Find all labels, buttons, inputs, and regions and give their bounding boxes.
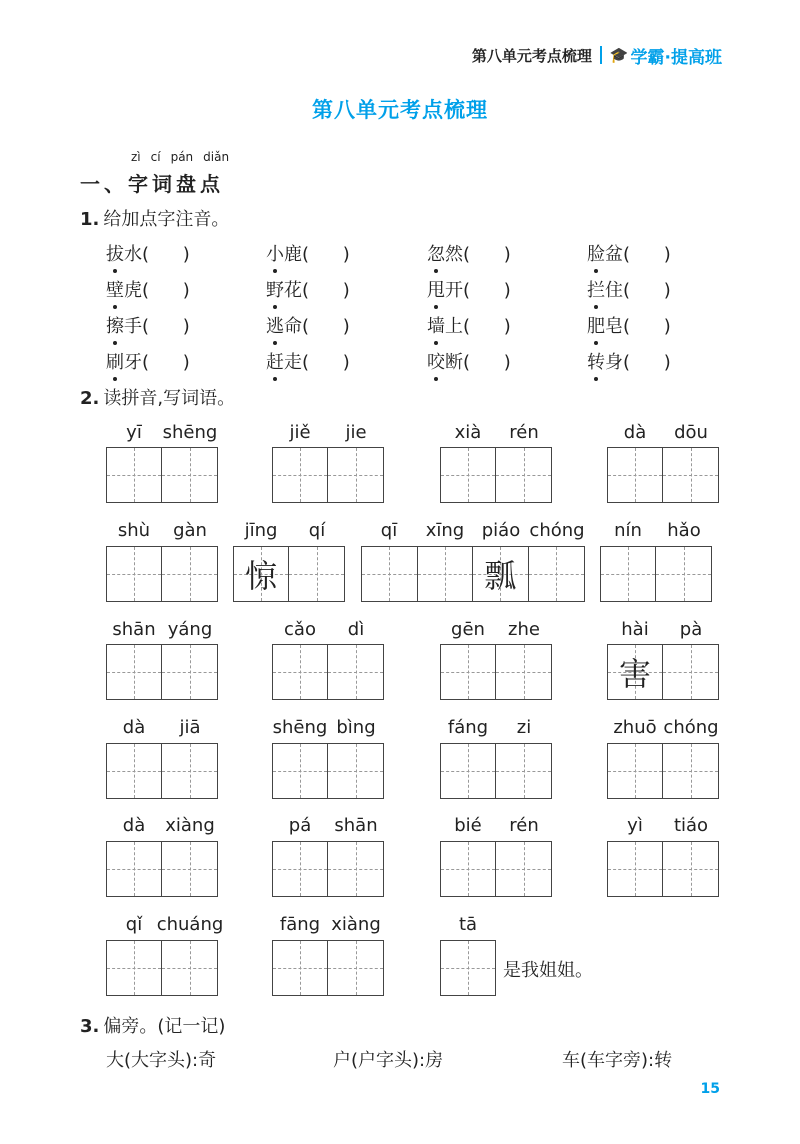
pinyin: hǎo [667, 520, 701, 541]
answer-blank[interactable]: ( ) [463, 316, 511, 337]
pinyin: pán [170, 150, 194, 164]
answer-blank[interactable]: ( ) [142, 244, 190, 265]
answer-blank[interactable]: ( ) [142, 280, 190, 301]
graduation-cap-icon: 🎓 [609, 46, 629, 64]
pinyin: gēn [451, 619, 485, 640]
pinyin: cǎo [284, 619, 316, 640]
writing-grid[interactable] [607, 743, 719, 799]
writing-cell[interactable] [328, 842, 383, 896]
writing-grid[interactable] [233, 546, 345, 602]
phonetic-item [587, 240, 671, 266]
writing-cell[interactable] [107, 645, 162, 699]
answer-blank[interactable]: ( ) [142, 316, 190, 337]
writing-cell[interactable] [496, 842, 551, 896]
pinyin: diǎn [203, 150, 230, 164]
pinyin: hài [621, 619, 649, 640]
writing-grid[interactable] [106, 644, 218, 700]
dotted-character: 擦 [106, 312, 124, 338]
dotted-character: 墙 [427, 312, 445, 338]
phonetic-item [266, 312, 350, 338]
pinyin: shēng [162, 422, 218, 443]
writing-cell[interactable] [328, 744, 383, 798]
writing-cell[interactable] [441, 448, 496, 502]
pinyin: gàn [173, 520, 207, 541]
header-divider [600, 46, 602, 64]
dotted-character: 逃 [266, 312, 284, 338]
pinyin: chóng [663, 717, 719, 738]
writing-cell[interactable] [328, 645, 383, 699]
writing-cell[interactable] [234, 547, 289, 601]
writing-cell[interactable] [273, 645, 328, 699]
section-pinyin [131, 150, 239, 164]
character: 上 [445, 316, 463, 337]
question-3 [80, 1012, 225, 1038]
phonetic-item [427, 348, 511, 374]
pinyin: jiě [289, 422, 311, 443]
pinyin: yáng [167, 619, 213, 640]
pinyin: fāng [279, 914, 321, 935]
pinyin: dà [122, 717, 146, 738]
running-header [472, 38, 722, 72]
dotted-character: 转 [587, 348, 605, 374]
pinyin: bié [454, 815, 482, 836]
dotted-character: 壁 [106, 276, 124, 302]
pinyin: shù [117, 520, 151, 541]
page-number: 15 [700, 1081, 720, 1097]
writing-cell[interactable] [441, 645, 496, 699]
pinyin: zhuō [613, 717, 657, 738]
writing-cell[interactable] [441, 941, 495, 995]
phonetic-item [266, 240, 350, 266]
pinyin: cí [150, 150, 161, 164]
writing-cell[interactable] [473, 547, 529, 601]
writing-grid[interactable] [272, 841, 384, 897]
dotted-character: 拔 [106, 240, 124, 266]
pinyin: tiáo [673, 815, 709, 836]
answer-blank[interactable]: ( ) [463, 280, 511, 301]
writing-cell[interactable] [107, 744, 162, 798]
writing-grid[interactable] [106, 546, 218, 602]
writing-cell[interactable] [162, 744, 217, 798]
pinyin: yì [627, 815, 643, 836]
answer-blank[interactable]: ( ) [302, 352, 350, 373]
writing-grid[interactable] [600, 546, 712, 602]
answer-blank[interactable]: ( ) [302, 244, 350, 265]
writing-grid[interactable] [106, 841, 218, 897]
writing-grid[interactable] [440, 743, 552, 799]
writing-cell[interactable] [601, 547, 656, 601]
phonetic-item [106, 312, 190, 338]
writing-cell[interactable] [328, 448, 383, 502]
writing-cell[interactable] [496, 448, 551, 502]
question-1 [80, 205, 229, 231]
pinyin: xià [454, 422, 482, 443]
character: 皂 [605, 316, 623, 337]
phonetic-item [106, 348, 190, 374]
pinyin: xīng [425, 520, 465, 541]
given-character: 瓢 [484, 557, 517, 595]
answer-blank[interactable]: ( ) [463, 244, 511, 265]
dotted-character: 甩 [427, 276, 445, 302]
answer-blank[interactable]: ( ) [302, 316, 350, 337]
writing-cell[interactable] [663, 645, 718, 699]
answer-blank[interactable]: ( ) [142, 352, 190, 373]
writing-cell[interactable] [273, 941, 328, 995]
writing-cell[interactable] [273, 744, 328, 798]
writing-grid[interactable] [440, 940, 496, 996]
pinyin: xiàng [331, 914, 381, 935]
character: 牙 [124, 352, 142, 373]
writing-cell[interactable] [441, 744, 496, 798]
phonetic-item [106, 276, 190, 302]
pinyin: jīng [244, 520, 278, 541]
given-character: 害 [619, 655, 652, 693]
answer-blank[interactable]: ( ) [623, 244, 671, 265]
writing-cell[interactable] [663, 744, 718, 798]
pinyin: jiā [179, 717, 201, 738]
phonetic-item [427, 240, 511, 266]
answer-blank[interactable]: ( ) [623, 280, 671, 301]
writing-grid[interactable] [607, 447, 719, 503]
writing-cell[interactable] [107, 842, 162, 896]
pinyin: xiàng [165, 815, 215, 836]
brand [610, 43, 722, 68]
dotted-character: 野 [266, 276, 284, 302]
given-character: 惊 [245, 557, 278, 595]
pinyin: chóng [529, 520, 585, 541]
pinyin: piáo [481, 520, 521, 541]
character: 水 [124, 244, 142, 265]
pinyin: jie [345, 422, 367, 443]
pinyin: qǐ [125, 914, 143, 935]
phonetic-item [587, 276, 671, 302]
writing-grid[interactable] [106, 743, 218, 799]
writing-grid[interactable] [361, 546, 585, 602]
character: 手 [124, 316, 142, 337]
dotted-character: 忽 [427, 240, 445, 266]
pinyin: chuáng [156, 914, 224, 935]
writing-cell[interactable] [608, 645, 663, 699]
writing-cell[interactable] [289, 547, 344, 601]
pinyin: pà [679, 619, 703, 640]
writing-cell[interactable] [663, 842, 718, 896]
character: 花 [284, 280, 302, 301]
pinyin: dà [122, 815, 146, 836]
writing-cell[interactable] [107, 547, 162, 601]
writing-grid[interactable] [106, 940, 218, 996]
radical-note: 车(车字旁):转 [562, 1050, 673, 1071]
radical-note: 户(户字头):房 [333, 1050, 444, 1071]
radical-note: 大(大字头):奇 [106, 1050, 217, 1071]
character: 断 [445, 352, 463, 373]
writing-grid[interactable] [440, 841, 552, 897]
character: 走 [284, 352, 302, 373]
writing-cell[interactable] [107, 941, 162, 995]
pinyin: rén [509, 422, 539, 443]
writing-cell[interactable] [656, 547, 711, 601]
answer-blank[interactable]: ( ) [302, 280, 350, 301]
question-text: 读拼音,写词语。 [103, 388, 236, 409]
question-text: 偏旁。(记一记) [103, 1016, 226, 1037]
question-number: 2. [80, 388, 100, 409]
question-2 [80, 384, 235, 410]
pinyin: zì [131, 150, 141, 164]
answer-blank[interactable]: ( ) [623, 316, 671, 337]
answer-blank[interactable]: ( ) [623, 352, 671, 373]
dotted-character: 脸 [587, 240, 605, 266]
pinyin: pá [288, 815, 312, 836]
brand-name: 学霸·提高班 [630, 47, 722, 68]
pinyin: shēng [272, 717, 328, 738]
pinyin: qī [380, 520, 398, 541]
dotted-character: 肥 [587, 312, 605, 338]
writing-grid[interactable] [607, 841, 719, 897]
writing-cell[interactable] [362, 547, 418, 601]
phonetic-item [427, 312, 511, 338]
pinyin: qí [308, 520, 326, 541]
writing-cell[interactable] [162, 941, 217, 995]
pinyin: nín [614, 520, 642, 541]
pinyin: shān [112, 619, 156, 640]
question-text: 给加点字注音。 [103, 209, 230, 230]
writing-grid[interactable] [440, 447, 552, 503]
writing-cell[interactable] [608, 842, 663, 896]
writing-grid[interactable] [607, 644, 719, 700]
pinyin: bìng [336, 717, 376, 738]
pinyin: dōu [674, 422, 708, 443]
header-unit-title: 第八单元考点梳理 [471, 46, 592, 65]
writing-cell[interactable] [273, 448, 328, 502]
pinyin: shān [334, 815, 378, 836]
writing-cell[interactable] [418, 547, 474, 601]
character: 盆 [605, 244, 623, 265]
writing-grid[interactable] [272, 743, 384, 799]
character: 开 [445, 280, 463, 301]
writing-cell[interactable] [162, 448, 217, 502]
pinyin: dà [623, 422, 647, 443]
writing-cell[interactable] [441, 842, 496, 896]
writing-cell[interactable] [162, 645, 217, 699]
pinyin: zhe [508, 619, 540, 640]
pinyin: yī [126, 422, 142, 443]
answer-blank[interactable]: ( ) [463, 352, 511, 373]
section-title: 一、字词盘点 [80, 172, 224, 196]
phonetic-item [587, 348, 671, 374]
writing-cell[interactable] [496, 645, 551, 699]
writing-cell[interactable] [107, 448, 162, 502]
phonetic-item [106, 240, 190, 266]
phonetic-item [266, 348, 350, 374]
dotted-character: 咬 [427, 348, 445, 374]
writing-cell[interactable] [608, 744, 663, 798]
writing-cell[interactable] [273, 842, 328, 896]
pinyin: rén [509, 815, 539, 836]
writing-grid[interactable] [106, 447, 218, 503]
dotted-character: 刷 [106, 348, 124, 374]
page-title: 第八单元考点梳理 [312, 98, 488, 122]
dotted-character: 小 [266, 240, 284, 266]
pinyin: fáng [447, 717, 489, 738]
dotted-character: 拦 [587, 276, 605, 302]
character: 鹿 [284, 244, 302, 265]
writing-cell[interactable] [162, 547, 217, 601]
character: 虎 [124, 280, 142, 301]
writing-cell[interactable] [608, 448, 663, 502]
pinyin: dì [347, 619, 365, 640]
writing-grid[interactable] [272, 447, 384, 503]
phonetic-item [266, 276, 350, 302]
writing-cell[interactable] [328, 941, 383, 995]
character: 命 [284, 316, 302, 337]
writing-grid[interactable] [272, 644, 384, 700]
writing-cell[interactable] [663, 448, 718, 502]
writing-grid[interactable] [272, 940, 384, 996]
writing-grid[interactable] [440, 644, 552, 700]
character: 然 [445, 244, 463, 265]
character: 住 [605, 280, 623, 301]
question-number: 1. [80, 209, 100, 230]
pinyin: zi [516, 717, 532, 738]
phonetic-item [587, 312, 671, 338]
writing-cell[interactable] [496, 744, 551, 798]
sentence-tail: 是我姐姐。 [503, 960, 593, 981]
writing-cell[interactable] [162, 842, 217, 896]
phonetic-item [427, 276, 511, 302]
character: 身 [605, 352, 623, 373]
dotted-character: 赶 [266, 348, 284, 374]
question-number: 3. [80, 1016, 100, 1037]
writing-cell[interactable] [529, 547, 585, 601]
pinyin: tā [458, 914, 478, 935]
